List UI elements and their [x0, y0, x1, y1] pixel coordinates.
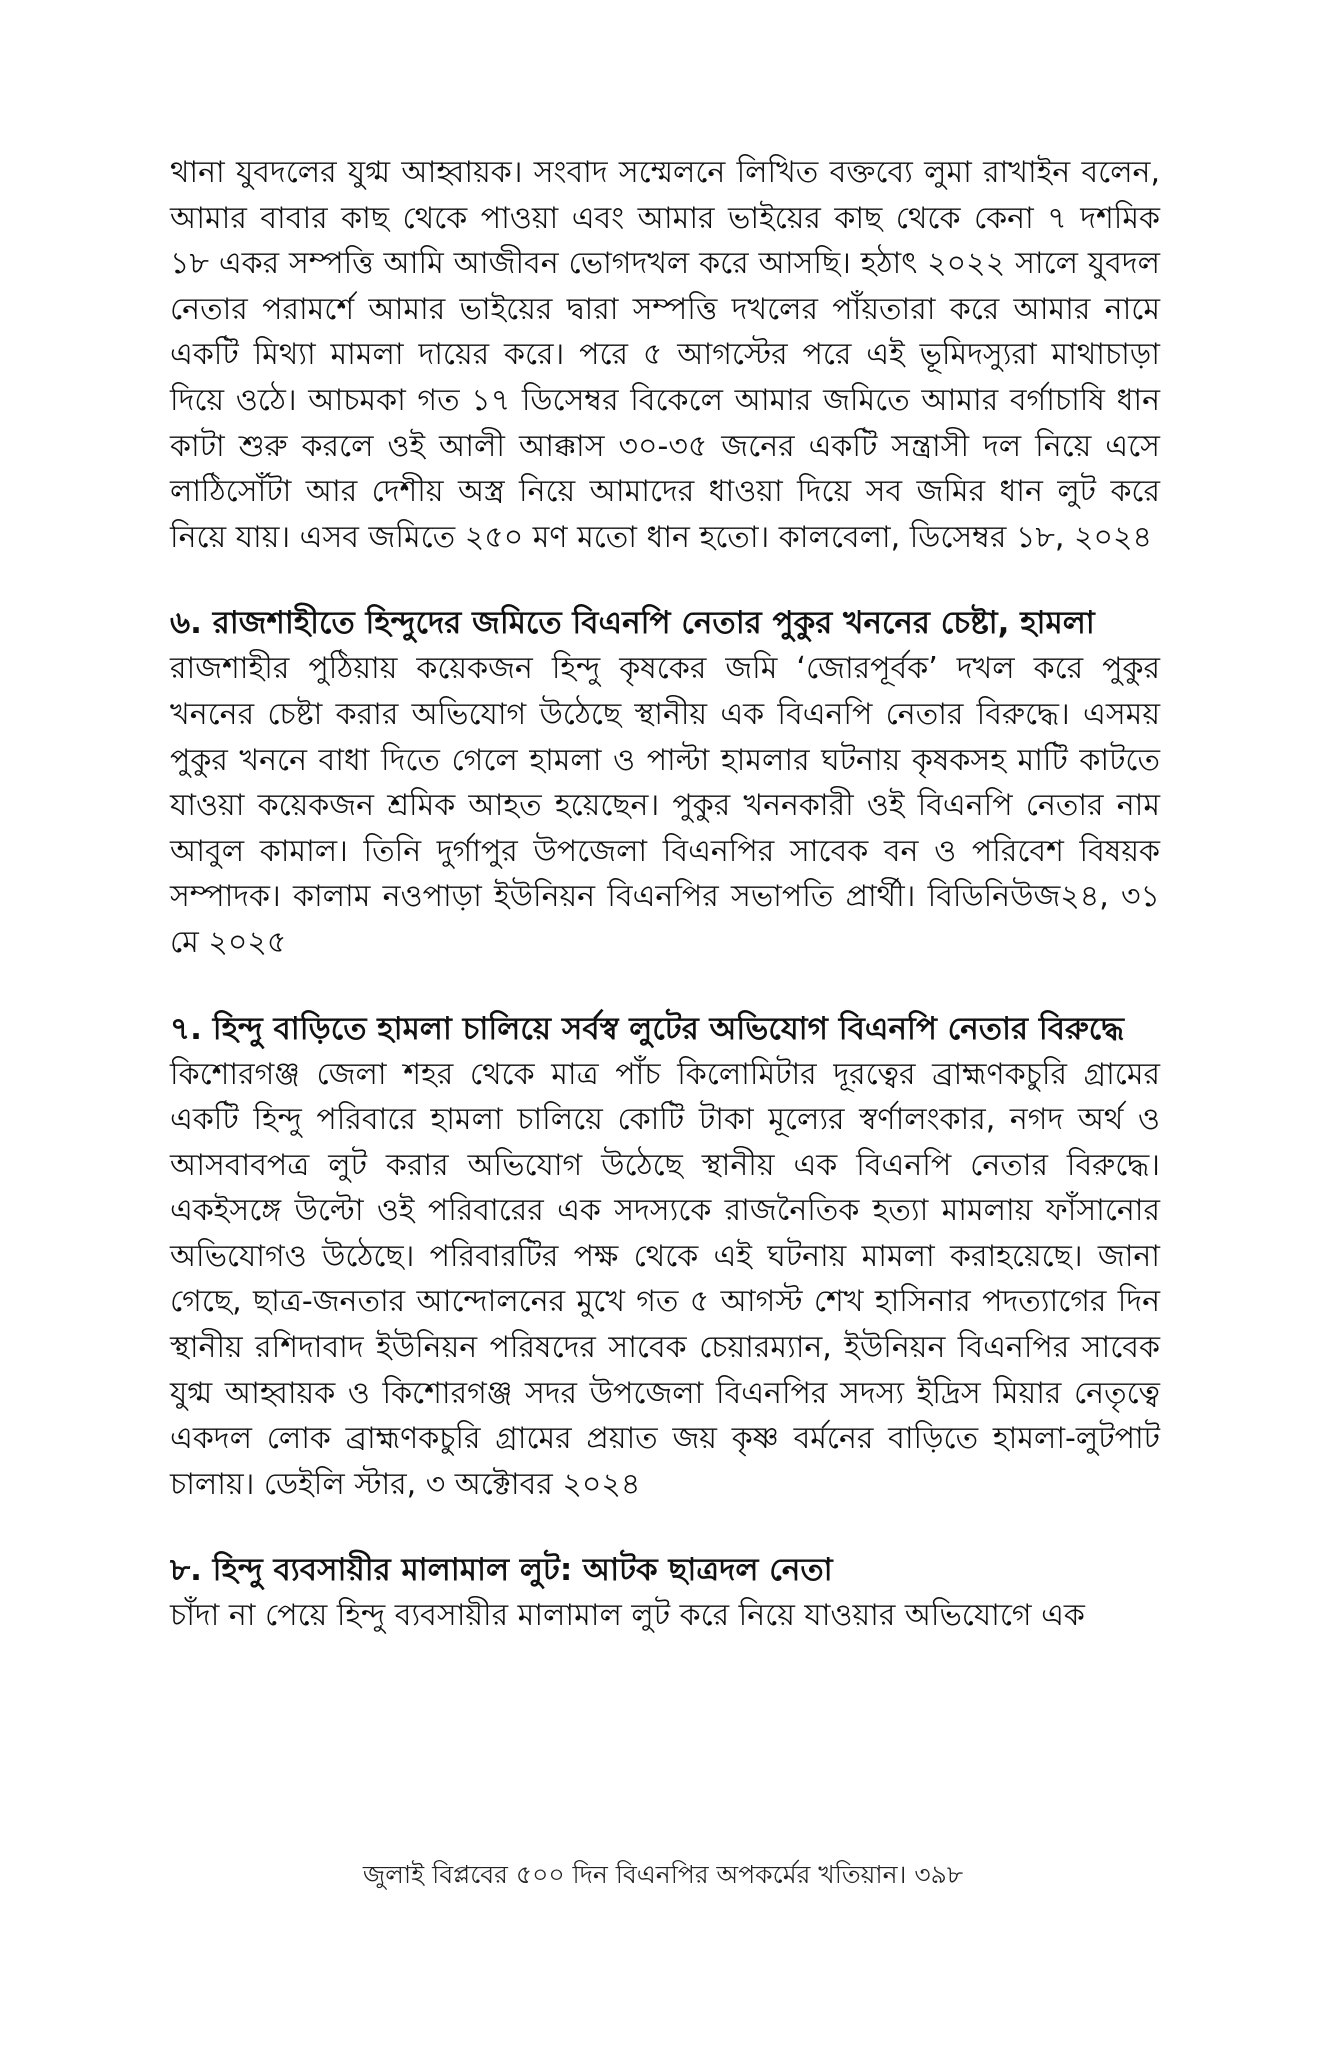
intro-paragraph: থানা যুবদলের যুগ্ম আহ্বায়ক। সংবাদ সম্মেলনে লিখিত বক্তব্যে লুমা রাখাইন বলেন, আমার বাবার কাছ থেকে পাওয়া এবং আমার ভাইয়ের কাছ থেকে কেনা ৭ দশমিক ১৮ একর সম্পত্তি আমি আজীবন ভোগদখল করে আসছি। হঠাৎ ২০২২ সালে যুবদল নেতার পরামর্শে আমার ভাইয়ের দ্বারা সম্পত্তি দখলের পাঁয়তারা করে আমার নামে একটি মিথ্যা মামলা দায়ের করে। পরে ৫ আগস্টের পরে এই ভূমিদস্যুরা মাথাচাড়া দিয়ে ওঠে। আচমকা গত ১৭ ডিসেম্বর বিকেলে আমার জমিতে আমার বর্গাচাষি ধান কাটা শুরু করলে ওই আলী আক্কাস ৩০-৩৫ জনের একটি সন্ত্রাসী দল নিয়ে এসে লাঠিসোঁটা আর দেশীয় অস্ত্র নিয়ে আমাদের ধাওয়া দিয়ে সব জমির ধান লুট করে নিয়ে যায়। এসব জমিতে ২৫০ মণ মতো ধান হতো। কালবেলা, ডিসেম্বর ১৮, ২০২৪ [170, 155, 1160, 555]
section-6 [170, 600, 1160, 965]
section-body: রাজশাহীর পুঠিয়ায় কয়েকজন হিন্দু কৃষকের জমি ‘জোরপূর্বক’ দখল করে পুকুর খননের চেষ্টা করার অভিযোগ উঠেছে স্থানীয় এক বিএনপি নেতার বিরুদ্ধে। এসময় পুকুর খননে বাধা দিতে গেলে হামলা ও পাল্টা হামলার ঘটনায় কৃষকসহ মাটি কাটতে যাওয়া কয়েকজন শ্রমিক আহত হয়েছেন। পুকুর খননকারী ওই বিএনপি নেতার নাম আবুল কামাল। তিনি দুর্গাপুর উপজেলা বিএনপির সাবেক বন ও পরিবেশ বিষয়ক সম্পাদক। কালাম নওপাড়া ইউনিয়ন বিএনপির সভাপতি প্রার্থী। বিডিনিউজ২৪, ৩১ মে ২০২৫ [170, 651, 1160, 960]
section-heading: ৮. হিন্দু ব্যবসায়ীর মালামাল লুট: আটক ছাত্রদল নেতা [170, 1552, 833, 1589]
section-body: কিশোরগঞ্জ জেলা শহর থেকে মাত্র পাঁচ কিলোমিটার দূরত্বের ব্রাহ্মণকচুরি গ্রামের একটি হিন্দু পরিবারে হামলা চালিয়ে কোটি টাকা মূল্যের স্বর্ণালংকার, নগদ অর্থ ও আসবাবপত্র লুট করার অভিযোগ উঠেছে স্থানীয় এক বিএনপি নেতার বিরুদ্ধে। একইসঙ্গে উল্টো ওই পরিবারের এক সদস্যকে রাজনৈতিক হত্যা মামলায় ফাঁসানোর অভিযোগও উঠেছে। পরিবারটির পক্ষ থেকে এই ঘটনায় মামলা করাহয়েছে। জানা গেছে, ছাত্র-জনতার আন্দোলনের মুখে গত ৫ আগস্ট শেখ হাসিনার পদত্যাগের দিন স্থানীয় রশিদাবাদ ইউনিয়ন পরিষদের সাবেক চেয়ারম্যান, ইউনিয়ন বিএনপির সাবেক যুগ্ম আহ্বায়ক ও কিশোরগঞ্জ সদর উপজেলা বিএনপির সদস্য ইদ্রিস মিয়ার নেতৃত্বে একদল লোক ব্রাহ্মণকচুরি গ্রামের প্রয়াত জয় কৃষ্ণ বর্মনের বাড়িতে হামলা-লুটপাট চালায়। ডেইলি স্টার, ৩ অক্টোবর ২০২৪ [170, 1056, 1160, 1502]
section-heading: ৬. রাজশাহীতে হিন্দুদের জমিতে বিএনপি নেতার পুকুর খননের চেষ্টা, হামলা [170, 605, 1095, 642]
section-body: চাঁদা না পেয়ে হিন্দু ব্যবসায়ীর মালামাল লুট করে নিয়ে যাওয়ার অভিযোগে এক [170, 1598, 1085, 1634]
section-8 [170, 1547, 1160, 1639]
page-content [170, 150, 1160, 1639]
section-heading: ৭. হিন্দু বাড়িতে হামলা চালিয়ে সর্বস্ব লুটের অভিযোগ বিএনপি নেতার বিরুদ্ধে [170, 1010, 1124, 1047]
section-7 [170, 1006, 1160, 1508]
page-footer: জুলাই বিপ্লবের ৫০০ দিন বিএনপির অপকর্মের খতিয়ান। ৩৯৮ [362, 1860, 964, 1889]
